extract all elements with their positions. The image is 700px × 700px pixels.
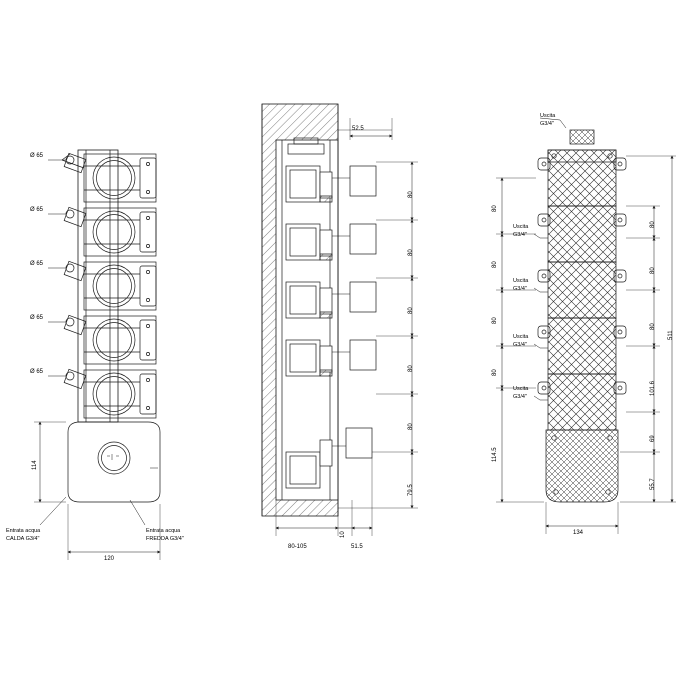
dim-mid-right-6: 79.5 xyxy=(408,484,414,496)
dim-right-left-3: 80 xyxy=(492,317,498,324)
dim-mid-bottom-2: 10 xyxy=(340,531,346,538)
dim-mid-right-3: 80 xyxy=(408,307,414,314)
dim-mid-right-5: 80 xyxy=(408,423,414,430)
callout-outlet-5-line2: G3/4" xyxy=(513,394,527,400)
callout-outlet-2-line1: Uscita xyxy=(513,224,529,230)
callout-outlet-2-line2: G3/4" xyxy=(513,232,527,238)
dim-left-width-120: 120 xyxy=(104,556,115,562)
dim-diameter-4: Ø 65 xyxy=(30,315,44,321)
dim-diameter-3: Ø 65 xyxy=(30,261,44,267)
callout-hot-inlet-line2: CALDA G3/4" xyxy=(6,536,40,542)
right-view-group xyxy=(496,118,676,534)
callout-outlet-5-line1: Uscita xyxy=(513,386,529,392)
dim-diameter-5: Ø 65 xyxy=(30,369,44,375)
dim-right-inner-4: 101.6 xyxy=(650,380,656,396)
callout-outlet-4-line2: G3/4" xyxy=(513,342,527,348)
callout-cold-inlet-line2: FREDDA G3/4" xyxy=(146,536,184,542)
dim-mid-right-1: 80 xyxy=(408,191,414,198)
dim-right-outer-total: 511 xyxy=(668,330,674,340)
callout-outlet-1-line2: G3/4" xyxy=(540,121,554,127)
callout-hot-inlet-line1: Entrata acqua xyxy=(6,528,41,534)
callout-cold-inlet-line1: Entrata acqua xyxy=(146,528,181,534)
dim-right-inner-6: 55.7 xyxy=(650,478,656,490)
dim-mid-right-4: 80 xyxy=(408,365,414,372)
callout-outlet-1-line1: Uscita xyxy=(540,113,556,119)
callout-outlet-4-line1: Uscita xyxy=(513,334,529,340)
dim-right-left-5: 114.5 xyxy=(492,447,498,462)
dim-diameter-2: Ø 65 xyxy=(30,207,44,213)
dim-mid-bottom-3: 51.5 xyxy=(351,544,363,550)
dim-right-left-4: 80 xyxy=(492,369,498,376)
callout-outlet-3-line2: G3/4" xyxy=(513,286,527,292)
dim-right-width-134: 134 xyxy=(573,530,584,536)
dim-right-inner-2: 80 xyxy=(650,267,656,274)
dim-right-inner-1: 80 xyxy=(650,221,656,228)
dim-right-inner-5: 69 xyxy=(650,435,656,442)
dim-right-left-1: 80 xyxy=(492,205,498,212)
dim-mid-bottom-1: 80-105 xyxy=(288,544,307,550)
dim-right-left-2: 80 xyxy=(492,261,498,268)
left-view-group xyxy=(34,150,160,560)
dim-left-height-114: 114 xyxy=(32,460,38,470)
dim-mid-top-52-5: 52.5 xyxy=(352,126,364,132)
callout-outlet-3-line1: Uscita xyxy=(513,278,529,284)
dim-right-inner-3: 80 xyxy=(650,323,656,330)
dim-diameter-1: Ø 65 xyxy=(30,153,44,159)
middle-view-group xyxy=(262,104,418,536)
dim-mid-right-2: 80 xyxy=(408,249,414,256)
